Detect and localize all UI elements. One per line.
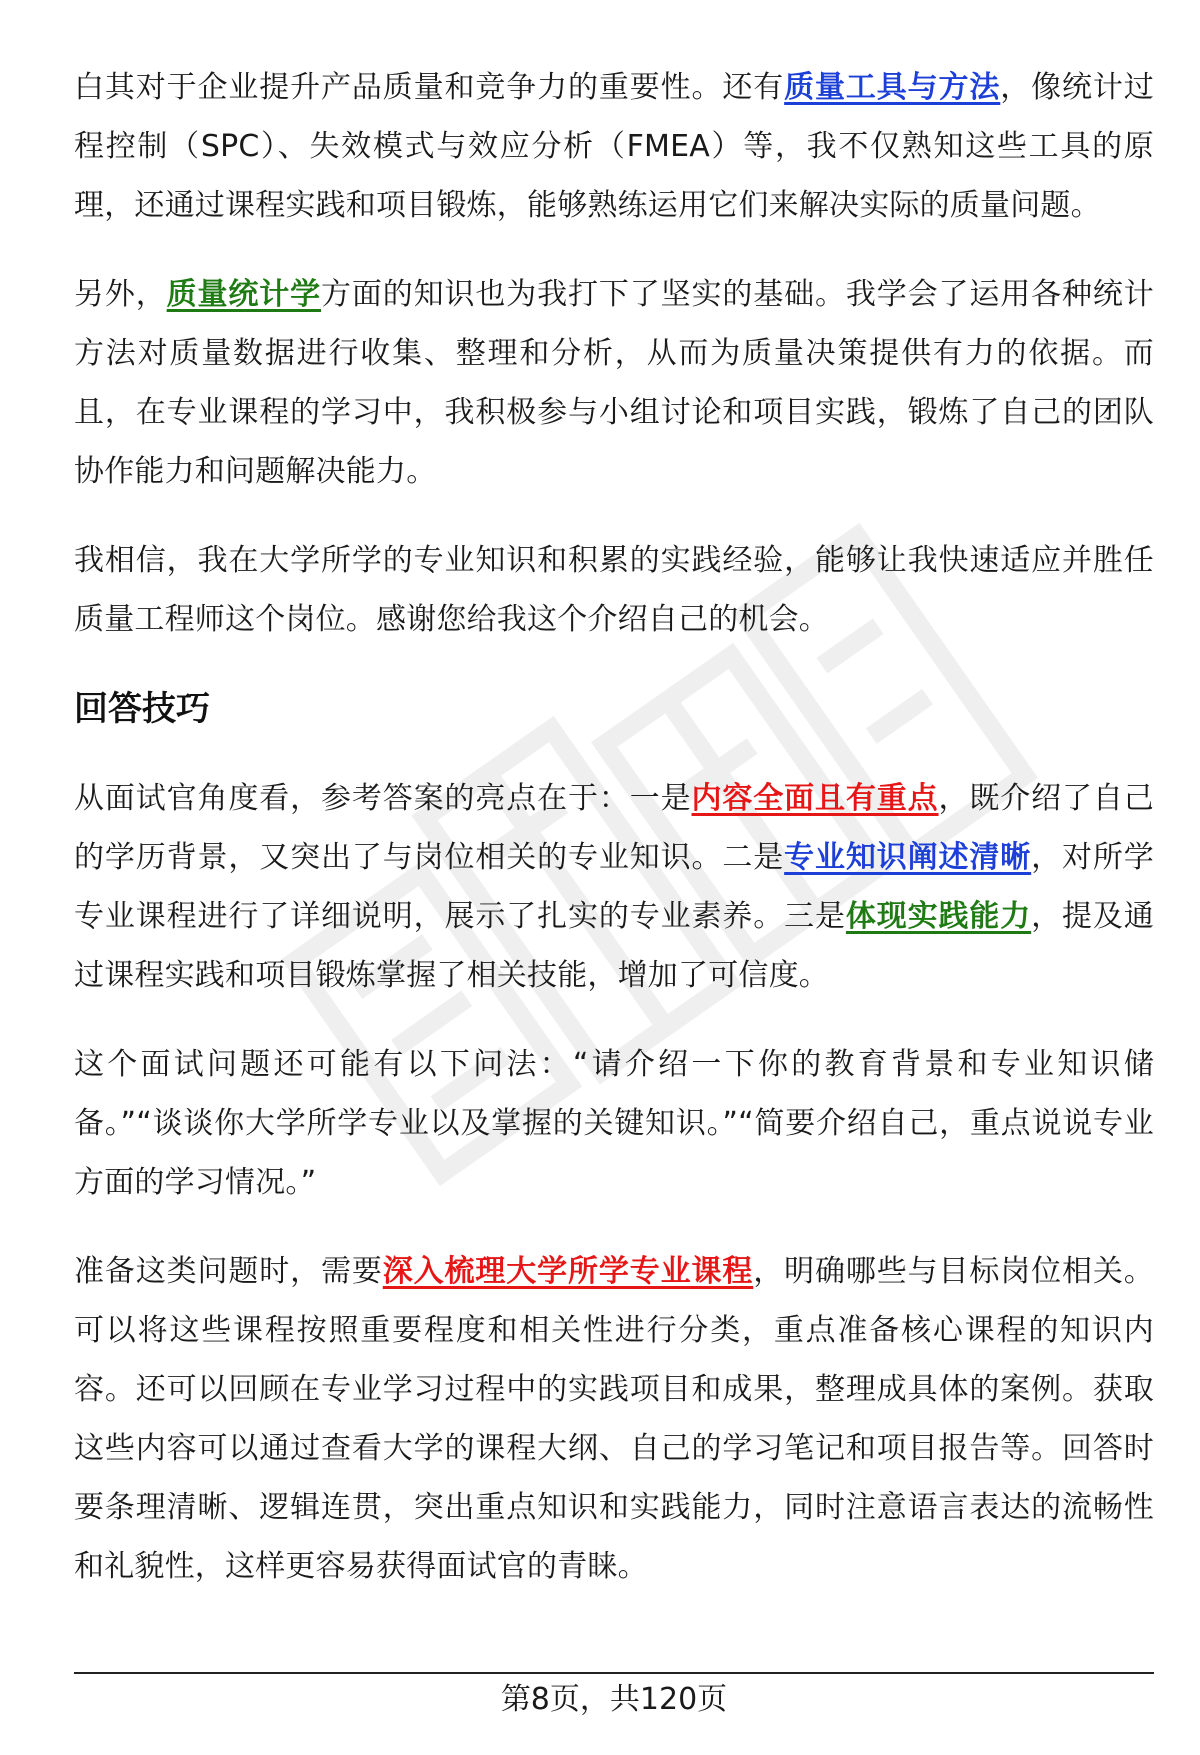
text-segment: 这个面试问题还可能有以下问法：“请介绍一下你的教育背景和专业知识储备。”“谈谈你大学所学专业以及掌握的关键知识。”“简要介绍自己，重点说说专业方面的学习情况。” — [74, 1047, 1154, 1200]
text-segment: 方面的知识也为我打下了坚实的基础。我学会了运用各种统计方法对质量数据进行收集、整理和分析，从而为质量决策提供有力的依据。而且，在专业课程的学习中，我积极参与小组讨论和项目实践，锻炼了自己的团队协作能力和问题解决能力。 — [74, 277, 1155, 489]
highlight-quality-statistics: 质量统计学 — [166, 277, 322, 312]
text-segment: ，提及通过课程实践和项目锻炼掌握了相关技能，增加了可信度。 — [74, 899, 1154, 993]
text-segment: 白其对于企业提升产品质量和竞争力的重要性。还有 — [74, 70, 785, 105]
highlight-practical-ability: 体现实践能力 — [845, 899, 1032, 934]
footer-divider — [74, 1672, 1154, 1674]
text-segment: ，明确哪些与目标岗位相关。可以将这些课程按照重要程度和相关性进行分类，重点准备核心课程的知识内容。还可以回顾在专业学习过程中的实践项目和成果，整理成具体的案例。获取这些内容可以通过查看大学的课程大纲、自己的学习笔记和项目报告等。回答时要条理清晰、逻辑连贯，突出重点知识和实践能力，同时注意语言表达的流畅性和礼貌性，这样更容易获得面试官的青睐。 — [74, 1254, 1154, 1584]
page-number: 第8页，共120页 — [500, 1682, 728, 1717]
text-segment: ，像统计过程控制（SPC）、失效模式与效应分析（FMEA）等，我不仅熟知这些工具的原理，还通过课程实践和项目锻炼，能够熟练运用它们来解决实际的质量问题。 — [74, 70, 1155, 223]
highlight-clear-knowledge: 专业知识阐述清晰 — [784, 840, 1032, 875]
paragraph-quality-statistics — [74, 265, 1154, 501]
text-segment: ，既介绍了自己的学历背景，又突出了与岗位相关的专业知识。二是 — [74, 781, 1155, 875]
paragraph-alternative-questions — [74, 1035, 1154, 1212]
text-segment: ，对所学专业课程进行了详细说明，展示了扎实的专业素养。三是 — [74, 840, 1154, 934]
paragraph-quality-tools — [74, 58, 1154, 235]
text-segment: 我相信，我在大学所学的专业知识和积累的实践经验，能够让我快速适应并胜任质量工程师这个岗位。感谢您给我这个介绍自己的机会。 — [74, 543, 1154, 637]
highlight-review-courses: 深入梳理大学所学专业课程 — [382, 1254, 754, 1289]
highlight-comprehensive: 内容全面且有重点 — [691, 781, 939, 816]
paragraph-highlights — [74, 769, 1154, 1005]
text-segment: 从面试官角度看，参考答案的亮点在于：一是 — [74, 781, 692, 816]
text-segment: 另外， — [74, 277, 167, 312]
highlight-quality-tools: 质量工具与方法 — [784, 70, 1001, 105]
document-body — [74, 58, 1154, 1626]
section-heading-answer-tips: 回答技巧 — [74, 689, 210, 729]
text-segment: 准备这类问题时，需要 — [74, 1254, 383, 1289]
paragraph-closing — [74, 531, 1154, 649]
paragraph-preparation — [74, 1242, 1154, 1596]
